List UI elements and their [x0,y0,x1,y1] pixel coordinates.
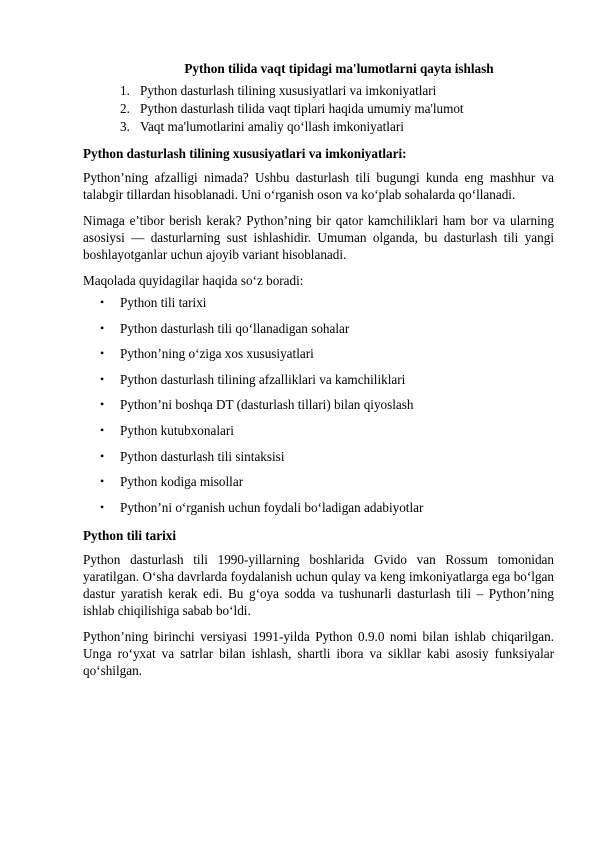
list-item-text: Python kutubxonalari [120,422,234,438]
toc-text: Vaqt ma'lumotlarini amaliy qo‘llash imkoniyatlari [140,119,404,134]
paragraph: Python’ning afzalligi nimada? Ushbu dasturlash tili bugungi kunda eng mashhur va talabgir tillardan hisoblanadi. Uni o‘rganish oson va ko‘plab sohalarda qo‘llanadi. [83,170,554,202]
toc-number: 1. [120,83,130,98]
toc-number: 2. [120,101,130,116]
section-heading: Python dasturlash tilining xususiyatlari va imkoniyatlari: [83,146,407,161]
list-item [83,473,423,499]
bullet-icon: • [100,499,105,514]
paragraph: Python’ning birinchi versiyasi 1991-yilda Python 0.9.0 nomi bilan ishlab chiqarilgan. Unga ro‘yxat va satrlar bilan ishlash, shartli ibora va sikllar kabi asosiy funksiyalar qo‘shilgan. [83,629,554,678]
list-item [83,396,423,422]
bullet-icon: • [100,346,105,361]
list-item [83,499,423,525]
list-item-text: Python dasturlash tilining afzalliklari va kamchiliklari [120,371,406,387]
section-heading: Python tili tarixi [83,528,177,543]
list-item [83,422,423,448]
paragraph: Maqolada quyidagilar haqida so‘z boradi: [83,273,304,288]
list-item-text: Python’ni boshqa DT (dasturlash tillari) bilan qiyoslash [120,397,414,413]
list-item-text: Python kodiga misollar [120,474,244,490]
toc-text: Python dasturlash tilida vaqt tiplari haqida umumiy ma'lumot [140,101,464,116]
table-of-contents [108,82,464,136]
document-title: Python tilida vaqt tipidagi ma'lumotlarni qayta ishlash [184,61,494,76]
list-item [83,371,423,397]
paragraph: Python dasturlash tili 1990-yillarning boshlarida Gvido van Rossum tomonidan yaratilgan. O‘sha davrlarda foydalanish uchun qulay va keng imkoniyatlarga ega bo‘lgan dastur yaratish kerak edi. Bu g‘oya sodda va tushunarli dasturlash tili – Python’ning ishlab chiqilishiga sabab bo‘ldi. [83,552,554,618]
toc-text: Python dasturlash tilining xususiyatlari va imkoniyatlari [140,83,437,98]
toc-item [108,82,464,100]
bullet-icon: • [100,295,105,309]
list-item-text: Python dasturlash tili qo‘llanadigan sohalar [120,320,350,336]
toc-item [108,118,464,136]
list-item-text: Python tili tarixi [120,295,207,310]
bullet-icon: • [100,320,105,335]
bullet-icon: • [100,474,105,489]
list-item-text: Python’ni o‘rganish uchun foydali bo‘ladigan adabiyotlar [120,499,424,515]
list-item [83,320,423,346]
toc-number: 3. [120,119,130,134]
bullet-icon: • [100,422,105,437]
bullet-list [83,294,423,524]
list-item [83,448,423,474]
paragraph: Nimaga e’tibor berish kerak? Python’ning bir qator kamchiliklari ham bor va ularning asosiysi — dasturlarning sust ishlashidir. Umuman olganda, bu dasturlash tili yangi boshlayotganlar uchun ajoyib variant hisoblanadi. [83,213,554,262]
bullet-icon: • [100,397,105,412]
list-item-text: Python’ning o‘ziga xos xususiyatlari [120,346,314,362]
bullet-icon: • [100,448,105,463]
toc-item [108,100,464,118]
list-item-text: Python dasturlash tili sintaksisi [120,448,285,464]
list-item [83,294,423,320]
list-item [83,345,423,371]
bullet-icon: • [100,371,105,386]
